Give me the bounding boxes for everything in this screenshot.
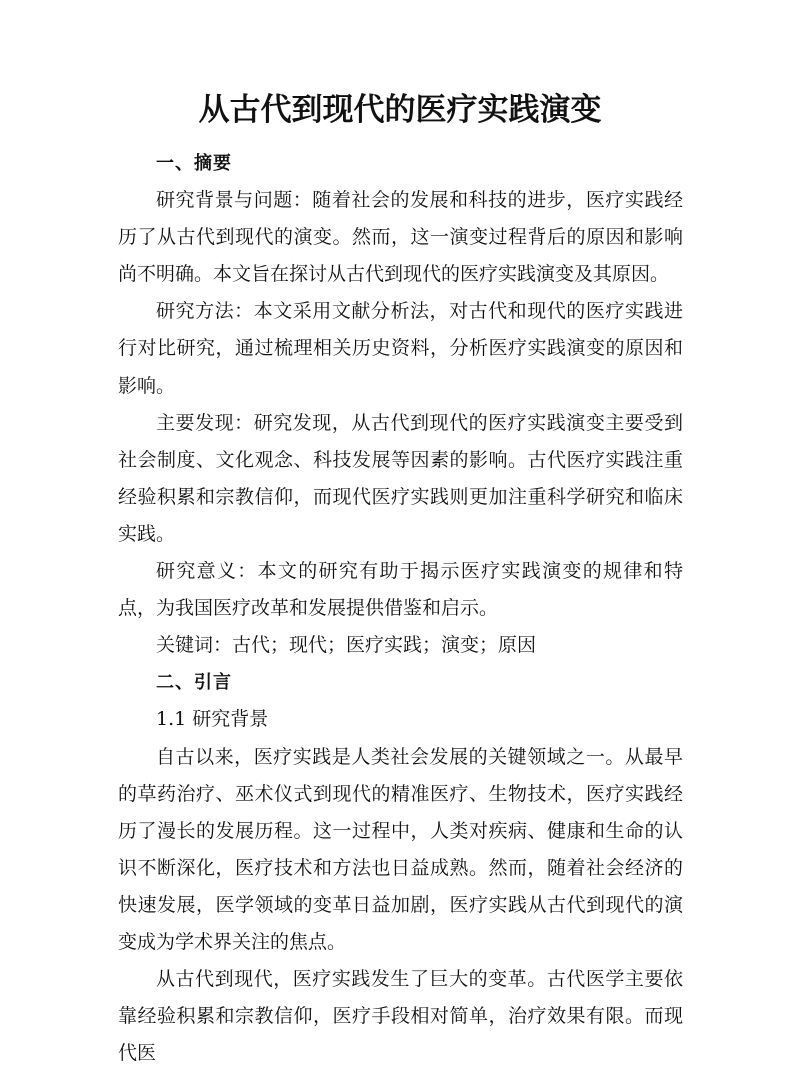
abstract-paragraph-method: 研究方法：本文采用文献分析法，对古代和现代的医疗实践进行对比研究，通过梳理相关历史资料，分析医疗实践演变的原因和影响。 — [118, 300, 683, 397]
introduction-paragraph-1: 自古以来，医疗实践是人类社会发展的关键领域之一。从最早的草药治疗、巫术仪式到现代的精准医疗、生物技术，医疗实践经历了漫长的发展历程。这一过程中，人类对疾病、健康和生命的认识不断深化，医疗技术和方法也日益成熟。然而，随着社会经济的快速发展，医学领域的变革日益加剧，医疗实践从古代到现代的演变成为学术界关注的焦点。 — [118, 745, 683, 953]
abstract-paragraph-findings: 主要发现：研究发现，从古代到现代的医疗实践演变主要受到社会制度、文化观念、科技发展等因素的影响。古代医疗实践注重经验积累和宗教信仰，而现代医疗实践则更加注重科学研究和临床实践。 — [118, 411, 683, 545]
document-body — [118, 145, 683, 1072]
section-heading-introduction: 二、引言 — [156, 672, 232, 694]
subsection-heading-background: 1.1 研究背景 — [156, 708, 269, 731]
section-heading-abstract: 一、摘要 — [156, 153, 232, 174]
keywords-line: 关键词：古代；现代；医疗实践；演变；原因 — [156, 634, 537, 657]
introduction-paragraph-2: 从古代到现代，医疗实践发生了巨大的变革。古代医学主要依靠经验积累和宗教信仰，医疗手段相对简单，治疗效果有限。而现代医 — [118, 968, 683, 1065]
abstract-paragraph-significance: 研究意义：本文的研究有助于揭示医疗实践演变的规律和特点，为我国医疗改革和发展提供借鉴和启示。 — [118, 560, 683, 620]
document-title: 从古代到现代的医疗实践演变 — [198, 92, 602, 128]
abstract-paragraph-background: 研究背景与问题：随着社会的发展和科技的进步，医疗实践经历了从古代到现代的演变。然而，这一演变过程背后的原因和影响尚不明确。本文旨在探讨从古代到现代的医疗实践演变及其原因。 — [118, 189, 683, 286]
